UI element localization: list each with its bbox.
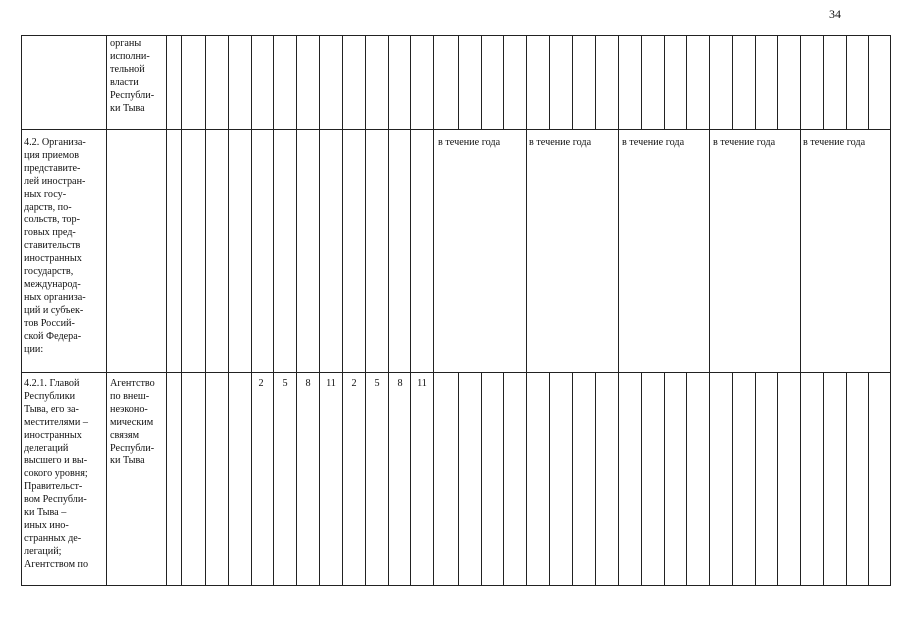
row-2-period-4: в течение года [713, 137, 776, 148]
row-2-period-3: в течение года [622, 137, 685, 148]
row-1-executor: органы исполни- тельной власти Республи- ки Тыва [110, 38, 155, 114]
row-3-number-2: 5 [282, 378, 288, 389]
row-2-period-2: в течение года [529, 137, 592, 148]
row-3-title: 4.2.1. Главой Республики Тыва, его за- местителями – иностранных делегаций высшего и вы- сокого уровня; Правительст- вом Республи- ки Тыва – иных ино- странных де- легаций; Агентством по [24, 378, 89, 570]
row-2-period-1: в течение года [438, 137, 501, 148]
schedule-table [21, 35, 891, 586]
row-3-number-7: 8 [397, 378, 403, 389]
row-3-executor: Агентство по внеш- неэконо- мическим связям Республи- ки Тыва [110, 378, 155, 467]
row-3-number-8: 11 [417, 378, 427, 389]
row-3-number-4: 11 [326, 378, 336, 389]
row-2-period-5: в течение года [803, 137, 866, 148]
row-2-title: 4.2. Организа- ция приемов представите- лей иностран- ных госу- дарств, по- сольств, тор- говых пред- ставительств иностранных государств, международ- ных организа- ций и субъек- тов Россий- ской Федера- ции: [24, 137, 86, 355]
page-number: 34 [829, 7, 841, 21]
row-3-number-1: 2 [258, 378, 264, 389]
row-3-number-6: 5 [374, 378, 380, 389]
row-3-number-3: 8 [305, 378, 311, 389]
row-3-number-5: 2 [351, 378, 357, 389]
